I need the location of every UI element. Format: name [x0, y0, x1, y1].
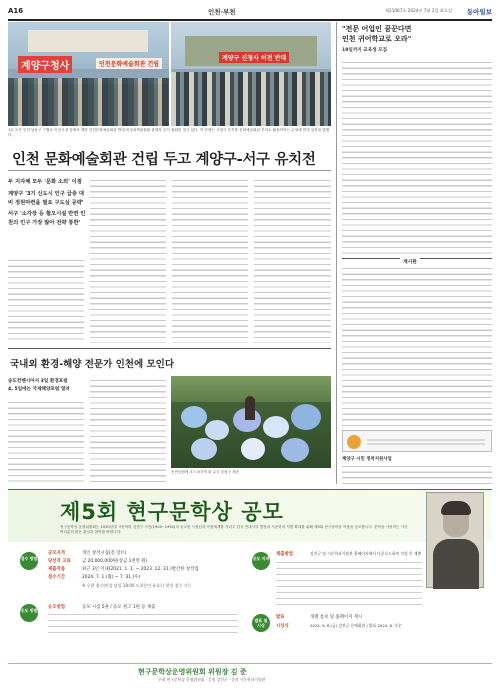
second-body-col-1: [8, 400, 84, 482]
poet-portrait: [426, 492, 484, 588]
rally-photo-left: [8, 22, 169, 126]
ad-row-r3: 시상식 2024. 9. 6.(금) 강진군 문예회관 / 발표 2024. 8. 중순: [276, 623, 402, 629]
second-deck-1: 송도컨벤시아서 3일 환경포럼: [8, 379, 68, 384]
issue-info: 제21067호 2024년 7월 2일 화요일: [385, 8, 452, 13]
crowd-right: [171, 72, 331, 126]
header-rule: [8, 19, 492, 21]
bulletin-body: [342, 266, 492, 426]
ad-circle-3: 공모 자격: [252, 552, 270, 570]
deck-line-3: 서구 '소각장 등 혐오시설 반면 인천의 인구 가장 많아 전략 통한': [8, 211, 86, 227]
photo-caption: 1일 오후 인천 남동구 구월동 인천시청 앞에서 계양 인천문화예술회관 반대 비상대책위원회 관계자 등이 집회를 열고 있다. 이 단체는 시청사 부지를 문화예술회관 부지로 활용하자는 주장에 반대 입장을 밝혔다.: [8, 128, 330, 138]
right-body-text: [342, 60, 492, 255]
right-title-1: "전문 어업인 꿈꾼다면: [342, 25, 412, 33]
rally-photo-right: [171, 22, 331, 126]
right-column: [342, 24, 492, 53]
bulletin-box-title: 게시판: [400, 258, 420, 265]
second-deck-2: 4, 5일에는 국제해양포럼 열려: [8, 386, 70, 392]
lead-body-col-2: [90, 178, 166, 343]
ad-organizer-sub: 주최 현구문학상 운영위원회 · 후원 강진군 · 문의 시문학파기념관: [158, 677, 266, 682]
lead-deck: [8, 178, 88, 228]
deck-line-2: 계양구 '3기 신도시 인구 급증 대비 정원마련을 필요 구도심 공략': [8, 190, 84, 206]
deck-line-1: 두 지자체 모두 '문화 소외' 이점: [8, 179, 82, 185]
protest-banner-right: 계양구 신청사 이전 반대: [219, 52, 289, 63]
ad-row-note: ※ 우편 접수(마감 당일 18:00 도착분만 유효) / 현장 접수 가능: [82, 583, 192, 588]
bottom-right-body: [342, 464, 492, 484]
page-number: A16: [8, 7, 24, 15]
protest-banner-main: 계양구청사: [18, 56, 72, 73]
ad-row-2: 당선작 고료 금 20,000,000원(상금 1천만 원): [48, 559, 148, 564]
ad-title-main: 현구문학상 공모: [126, 500, 284, 524]
second-headline: 국내외 환경-해양 전문가 인천에 모인다: [10, 359, 175, 370]
second-deck: [8, 378, 84, 393]
crowd: [8, 78, 169, 126]
ad-row-4: 접수기간 2024. 7. 1.(월) ~ 7. 31.(수): [48, 575, 141, 580]
ad-footer: [8, 663, 492, 685]
ad-row-r2: 발표 개별 통보 및 홈페이지 게시: [276, 615, 363, 620]
ad-organizer: 현구문학상운영위원회 위원장 김 준: [138, 668, 247, 676]
ad-intro: 현구문학상 운영위원회는 1930년대 시문학파 김현구 시인(1904~1950)의 숭고한 시정신과 작품세계를 기리고 한국 현대시의 발전과 시문학의 저변 확대를 위해 제5회 현구문학상 작품을 공모합니다. 문학을 사랑하는 시인 여러분의 많은 관심과 참여를 바랍니다.: [60, 525, 408, 535]
ad-left-details: [48, 612, 238, 638]
hydrangea-photo: [171, 376, 331, 468]
right-subtitle: 19일까지 교육생 모집: [342, 48, 388, 53]
ad-title: [60, 496, 284, 526]
ad-row-r1: 제출방법 강진군 및 시문학파기념관 홈페이지에서 다운로드하여 작성 후 제출: [276, 551, 422, 557]
ad-title-prefix: 제5회: [60, 500, 127, 524]
section-name: 인천·부천: [208, 8, 236, 16]
right-title-2: 인천 귀어학교로 오라": [342, 35, 412, 43]
second-body-col-2: [90, 378, 166, 482]
ad-row-1: 공모자격 개인 창작시집(전 장르): [48, 551, 127, 556]
literary-award-ad: [8, 489, 492, 685]
lead-body-col-3: [172, 178, 248, 343]
bottom-right-title: 계양구 시민 정착지원사업: [342, 457, 392, 462]
right-small-banner: [342, 430, 492, 452]
lead-body-col-4: [254, 178, 331, 343]
ad-right-details: [276, 560, 422, 606]
lead-headline: 인천 문화예술회관 건립 두고 계양구-서구 유치전: [12, 152, 316, 168]
ad-row-5: 응모방법 응모 시집 5권 / 응모 원고 1편 등 제출: [48, 605, 156, 610]
hydrangea-caption: 송연공원에 흐드러지게 핀 수국 부평구 제공: [171, 470, 240, 474]
ad-circle-1: 접수 방법: [20, 552, 38, 570]
page-header: [8, 7, 492, 19]
ad-circle-2: 응모 방법: [20, 604, 38, 622]
protest-banner-side: 인천문화예술회관 건립: [96, 58, 162, 69]
newspaper-logo: 동아일보: [466, 8, 492, 16]
ad-row-3: 제출작품 최근 3년 이내(2021. 1. 1. ~ 2023. 12. 31.)발간한 창작집: [48, 567, 199, 572]
ad-circle-4: 발표 및 시상: [252, 614, 270, 632]
lead-body-col-1: [8, 258, 84, 343]
